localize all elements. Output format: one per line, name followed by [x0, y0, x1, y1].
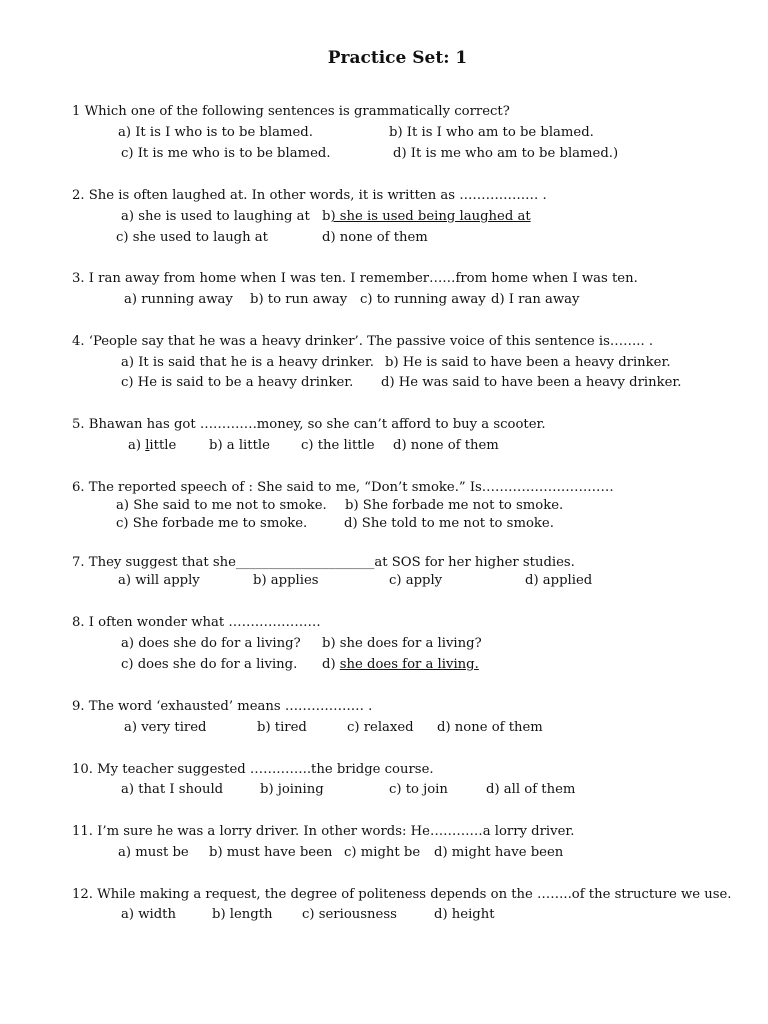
- q4-option-d: d) He was said to have been a heavy drinker.: [381, 375, 682, 390]
- q3-option-d: d) I ran away: [491, 292, 580, 307]
- q2-option-b: [322, 208, 531, 226]
- q5-option-a-rest: ittle: [149, 438, 177, 453]
- q2-option-b-text: ) she is used being laughed at: [330, 209, 531, 224]
- q8-option-d: [322, 656, 479, 674]
- q2-option-a: a) she is used to laughing at: [121, 209, 310, 224]
- question-6: 6. The reported speech of : She said to me, “Don’t smoke.” Is…………………………: [72, 480, 614, 495]
- question-3: 3. I ran away from home when I was ten. I remember……from home when I was ten.: [72, 271, 638, 286]
- page-title: Practice Set: 1: [327, 48, 468, 68]
- question-1: 1 Which one of the following sentences is grammatically correct?: [72, 104, 510, 119]
- q5-option-a-letter: a): [128, 438, 146, 453]
- q11-option-a: a) must be: [118, 845, 189, 860]
- q4-option-b: b) He is said to have been a heavy drinker.: [385, 355, 671, 370]
- q8-option-a: a) does she do for a living?: [121, 636, 301, 651]
- q10-option-b: b) joining: [260, 782, 324, 797]
- q2-option-b-letter: b: [322, 209, 331, 224]
- q3-option-a: a) running away: [124, 292, 233, 307]
- q7-option-c: c) apply: [389, 573, 443, 588]
- question-10: 10. My teacher suggested …………..the bridge course.: [72, 762, 434, 777]
- question-8: 8. I often wonder what …………………: [72, 615, 321, 630]
- q1-option-a: a) It is I who is to be blamed.: [118, 125, 313, 140]
- q2-option-c: c) she used to laugh at: [116, 230, 268, 245]
- q7-option-b: b) applies: [253, 573, 319, 588]
- q8-option-c: c) does she do for a living.: [121, 657, 298, 672]
- q5-option-d: d) none of them: [393, 438, 499, 453]
- q8-option-b: b) she does for a living?: [322, 636, 482, 651]
- q12-option-b: b) length: [212, 907, 273, 922]
- q9-option-d: d) none of them: [437, 720, 543, 735]
- question-5: 5. Bhawan has got ………….money, so she can’t afford to buy a scooter.: [72, 417, 546, 432]
- q12-option-c: c) seriousness: [302, 907, 397, 922]
- q12-option-a: a) width: [121, 907, 176, 922]
- q7-option-a: a) will apply: [118, 573, 200, 588]
- q6-option-d: d) She told to me not to smoke.: [344, 516, 554, 531]
- q2-option-d: d) none of them: [322, 230, 428, 245]
- q11-option-c: c) might be: [344, 845, 421, 860]
- question-12: 12. While making a request, the degree of politeness depends on the ……..of the structure we use.: [72, 887, 732, 902]
- q8-option-d-letter: d): [322, 657, 340, 672]
- q4-option-a: a) It is said that he is a heavy drinker.: [121, 355, 374, 370]
- q5-option-a-underlined: l: [145, 438, 150, 453]
- q3-option-c: c) to running away: [360, 292, 486, 307]
- q9-option-c: c) relaxed: [347, 720, 414, 735]
- question-2: 2. She is often laughed at. In other words, it is written as ……………… .: [72, 188, 547, 203]
- q6-option-c: c) She forbade me to smoke.: [116, 516, 308, 531]
- q11-option-d: d) might have been: [434, 845, 564, 860]
- q7-option-d: d) applied: [525, 573, 593, 588]
- q8-option-d-text: she does for a living.: [339, 657, 479, 672]
- q10-option-a: a) that I should: [121, 782, 224, 797]
- q12-option-d: d) height: [434, 907, 495, 922]
- q6-option-b: b) She forbade me not to smoke.: [345, 498, 564, 513]
- q3-option-b: b) to run away: [250, 292, 348, 307]
- q5-option-a: [128, 437, 176, 455]
- q11-option-b: b) must have been: [209, 845, 333, 860]
- q5-option-c: c) the little: [301, 438, 375, 453]
- q1-option-d: d) It is me who am to be blamed.): [393, 146, 619, 161]
- q10-option-d: d) all of them: [486, 782, 576, 797]
- question-7: 7. They suggest that she_____________________at SOS for her higher studies.: [72, 555, 575, 570]
- q9-option-a: a) very tired: [124, 720, 207, 735]
- q6-option-a: a) She said to me not to smoke.: [116, 498, 327, 513]
- question-9: 9. The word ‘exhausted’ means ……………… .: [72, 699, 373, 714]
- q4-option-c: c) He is said to be a heavy drinker.: [121, 375, 354, 390]
- q9-option-b: b) tired: [257, 720, 307, 735]
- q10-option-c: c) to join: [389, 782, 448, 797]
- q1-option-b: b) It is I who am to be blamed.: [389, 125, 594, 140]
- q1-option-c: c) It is me who is to be blamed.: [121, 146, 331, 161]
- question-4: 4. ‘People say that he was a heavy drinker’. The passive voice of this sentence is…….. .: [72, 334, 654, 349]
- q5-option-b: b) a little: [209, 438, 270, 453]
- question-11: 11. I’m sure he was a lorry driver. In other words: He…………a lorry driver.: [72, 824, 575, 839]
